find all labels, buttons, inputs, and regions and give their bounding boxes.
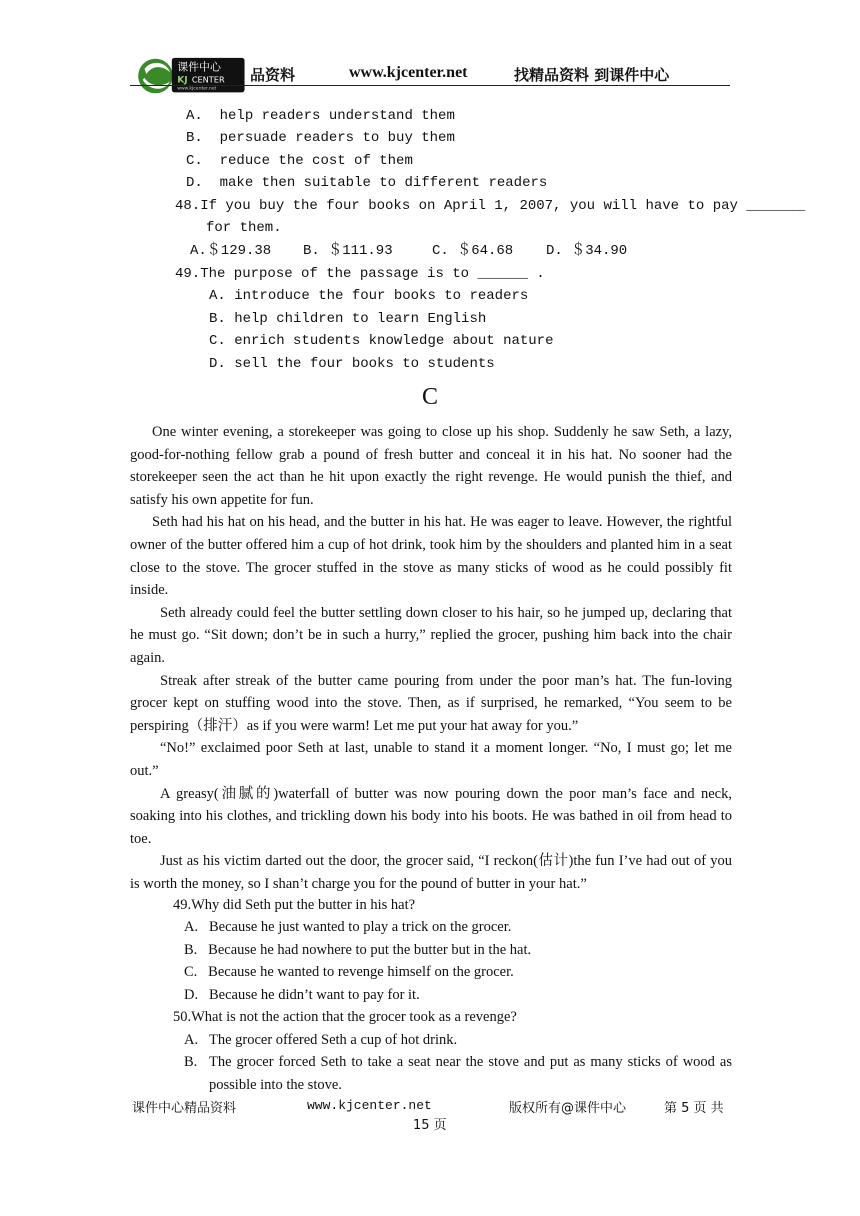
passage-paragraph: Just as his victim darted out the door, the grocer said, “I reckon(估计)the fun I’ve had out of you is worth the money, so I shan’t charge you for the pound of butter in your hat.” bbox=[130, 853, 732, 892]
passage-paragraph: Streak after streak of the butter came pouring from under the poor man’s hat. The fun-loving grocer kept on stuffing wood into the stove. Then, as if surprised, he remarked, “You seem to be perspiring（排汗）as if you were warm! Let me put your hat away for you.” bbox=[130, 672, 732, 734]
footer-total-pages: 15 页 bbox=[413, 1118, 447, 1133]
footer-page-number: 第 5 页 共 bbox=[664, 1101, 724, 1116]
option-b: B. ＄111.93 bbox=[303, 243, 393, 259]
option-d: D. make then suitable to different readers bbox=[186, 175, 548, 191]
svg-text:课件中心: 课件中心 bbox=[177, 60, 221, 74]
svg-text:KJ: KJ bbox=[177, 75, 188, 86]
reading-passage bbox=[130, 421, 732, 895]
header-right-text: 找精品资料 到课件中心 bbox=[514, 66, 670, 84]
passage-paragraph: “No!” exclaimed poor Seth at last, unable to stand it a moment longer. “No, I must go; let me out.” bbox=[130, 740, 732, 779]
option-b-text: The grocer forced Seth to take a seat near the stove and put as many sticks of wood as possible into the stove. bbox=[209, 1054, 732, 1093]
option-d: D. sell the four books to students bbox=[209, 356, 495, 372]
header-left-text: 品资料 bbox=[250, 66, 296, 84]
passage-paragraph: A greasy(油腻的)waterfall of butter was now pouring down the poor man’s face and neck, soaking into his clothes, and trickling down his body into his boots. He was bathed in oil from head to toe. bbox=[130, 785, 732, 847]
option-c: C. enrich students knowledge about nature bbox=[209, 333, 554, 349]
passage-paragraph: Seth already could feel the butter settling down closer to his hair, so he jumped up, declaring that he must go. “Sit down; don’t be in such a hurry,” replied the grocer, pushing him back into the chair again. bbox=[130, 604, 732, 666]
header-rule bbox=[130, 85, 730, 86]
question-stem: 49.Why did Seth put the butter in his hat? bbox=[173, 897, 416, 913]
section-title: C bbox=[421, 384, 438, 410]
svg-text:CENTER: CENTER bbox=[191, 74, 225, 85]
header-site-url[interactable]: www.kjcenter.net bbox=[349, 64, 468, 81]
svg-text:www.kjcenter.net: www.kjcenter.net bbox=[177, 86, 217, 92]
question-stem: 50.What is not the action that the grocer took as a revenge? bbox=[173, 1009, 517, 1025]
option-b: B. persuade readers to buy them bbox=[186, 130, 455, 146]
option-c: C. reduce the cost of them bbox=[186, 153, 413, 169]
option-a: A. Because he just wanted to play a trick on the grocer. bbox=[184, 919, 512, 935]
footer-left: 课件中心精品资料 bbox=[132, 1101, 237, 1116]
option-b: B. help children to learn English bbox=[209, 311, 487, 327]
kjcenter-logo bbox=[130, 56, 250, 96]
option-c: C. ＄64.68 bbox=[432, 243, 514, 259]
passage-paragraph: One winter evening, a storekeeper was going to close up his shop. Suddenly he saw Seth, a lazy, good-for-nothing fellow grab a pound of fresh butter and conceal it in his hat. No sooner had the storekeeper seen the act than he hit upon exactly the right revenge. He would punish the thief, and satisfy his own appetite for fun. bbox=[130, 424, 732, 508]
footer-copyright: 版权所有@课件中心 bbox=[509, 1101, 627, 1116]
option-a: A. help readers understand them bbox=[186, 108, 455, 124]
question-stem-cont: for them. bbox=[206, 220, 282, 236]
question-stem: 49.The purpose of the passage is to ______ . bbox=[175, 266, 545, 282]
option-b-letter: B. bbox=[184, 1054, 198, 1070]
option-b: B. Because he had nowhere to put the butter but in the hat. bbox=[184, 942, 532, 958]
footer-url[interactable]: www.kjcenter.net bbox=[307, 1098, 432, 1113]
question-stem: 48.If you buy the four books on April 1, 2007, you will have to pay _______ bbox=[175, 198, 806, 214]
passage-paragraph: Seth had his hat on his head, and the butter in his hat. He was eager to leave. However, the rightful owner of the butter offered him a cup of hot drink, took him by the shoulders and planted him in a seat close to the stove. The grocer stuffed in the stove as many sticks of wood as he could possibly fit inside. bbox=[130, 514, 732, 599]
option-d: D. Because he didn’t want to pay for it. bbox=[184, 987, 420, 1003]
option-a: A. introduce the four books to readers bbox=[209, 288, 529, 304]
option-a: A.＄129.38 bbox=[190, 243, 272, 259]
option-c: C. Because he wanted to revenge himself on the grocer. bbox=[184, 964, 514, 980]
option-d: D. ＄34.90 bbox=[546, 243, 628, 259]
option-a: A. The grocer offered Seth a cup of hot drink. bbox=[184, 1032, 458, 1048]
